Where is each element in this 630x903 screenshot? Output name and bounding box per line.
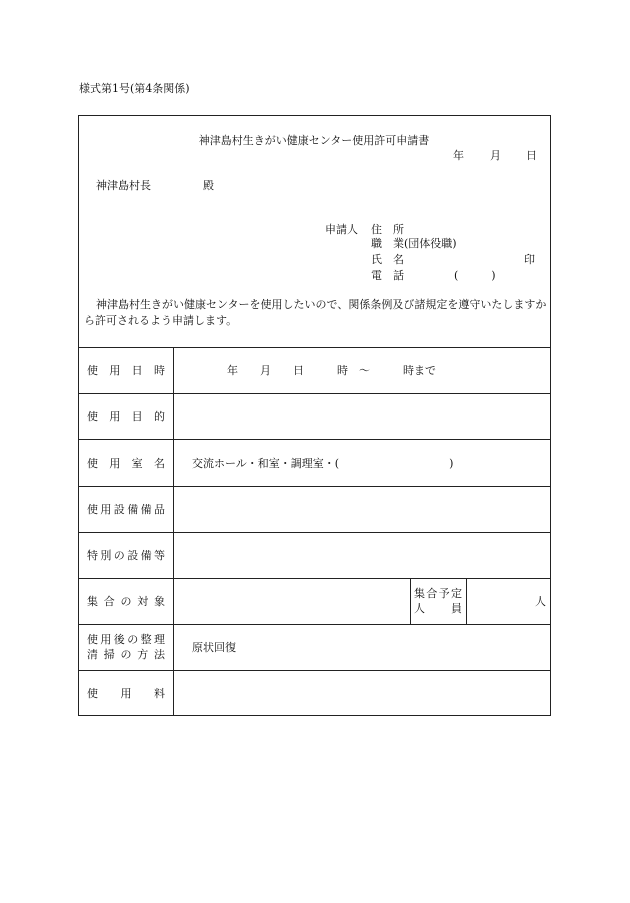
headcount-unit: 人 xyxy=(535,595,546,608)
applicant-label: 申請人 xyxy=(325,223,358,236)
form-number-label: 様式第1号(第4条関係) xyxy=(79,82,190,95)
addressee: 神津島村長 xyxy=(96,179,151,192)
label-column-divider xyxy=(173,347,174,716)
applicant-occupation-label: 職 業(団体役職) xyxy=(371,237,457,250)
usage-datetime-label: 使用日時 xyxy=(87,364,165,377)
row-divider xyxy=(79,393,550,394)
form-title: 神津島村生きがい健康センター使用許可申請書 xyxy=(198,134,430,147)
seal-mark: 印 xyxy=(524,253,535,266)
special-equipment-field[interactable] xyxy=(189,543,549,569)
target-field[interactable] xyxy=(189,589,399,615)
row-divider xyxy=(79,670,550,671)
cleanup-label-line1: 使用後の整理 xyxy=(87,633,165,646)
applicant-phone-label: 電 話 xyxy=(371,269,404,282)
headcount-column-divider xyxy=(466,578,467,624)
application-form xyxy=(78,115,551,716)
special-equipment-label: 特別の設備等 xyxy=(87,549,165,562)
intro-paragraph: 神津島村生きがい健康センターを使用したいので、関係条例及び諸規定を遵守いたしますから許可されるよう申請します。 xyxy=(84,298,547,327)
fee-label: 使用料 xyxy=(87,687,165,700)
equipment-field[interactable] xyxy=(189,497,549,523)
date-day: 日 xyxy=(526,149,537,162)
equipment-label: 使用設備備品 xyxy=(87,503,165,516)
applicant-name-label: 氏 名 xyxy=(371,253,404,266)
cleanup-method-value[interactable]: 原状回復 xyxy=(192,641,236,654)
fee-field[interactable] xyxy=(189,681,549,707)
purpose-label: 使用目的 xyxy=(87,410,165,423)
expected-headcount-label: 集合予定人員 xyxy=(414,587,462,615)
room-options[interactable]: 交流ホール・和室・調理室・( ) xyxy=(192,457,454,470)
phone-parentheses: ( ) xyxy=(454,269,496,282)
target-column-divider xyxy=(410,578,411,624)
row-divider xyxy=(79,578,550,579)
row-divider xyxy=(79,624,550,625)
usage-datetime-value[interactable]: 年 月 日 時 ～ 時まで xyxy=(227,364,436,377)
table-top-border xyxy=(79,347,550,348)
room-label: 使用室名 xyxy=(87,457,165,470)
applicant-address-label: 住 所 xyxy=(371,223,404,236)
target-label: 集合の対象 xyxy=(87,595,165,608)
honorific: 殿 xyxy=(203,179,214,192)
date-month: 月 xyxy=(490,149,501,162)
date-year: 年 xyxy=(453,149,464,162)
row-divider xyxy=(79,439,550,440)
purpose-field[interactable] xyxy=(189,404,549,430)
cleanup-label-line2: 清掃の方法 xyxy=(87,648,165,661)
row-divider xyxy=(79,532,550,533)
row-divider xyxy=(79,486,550,487)
